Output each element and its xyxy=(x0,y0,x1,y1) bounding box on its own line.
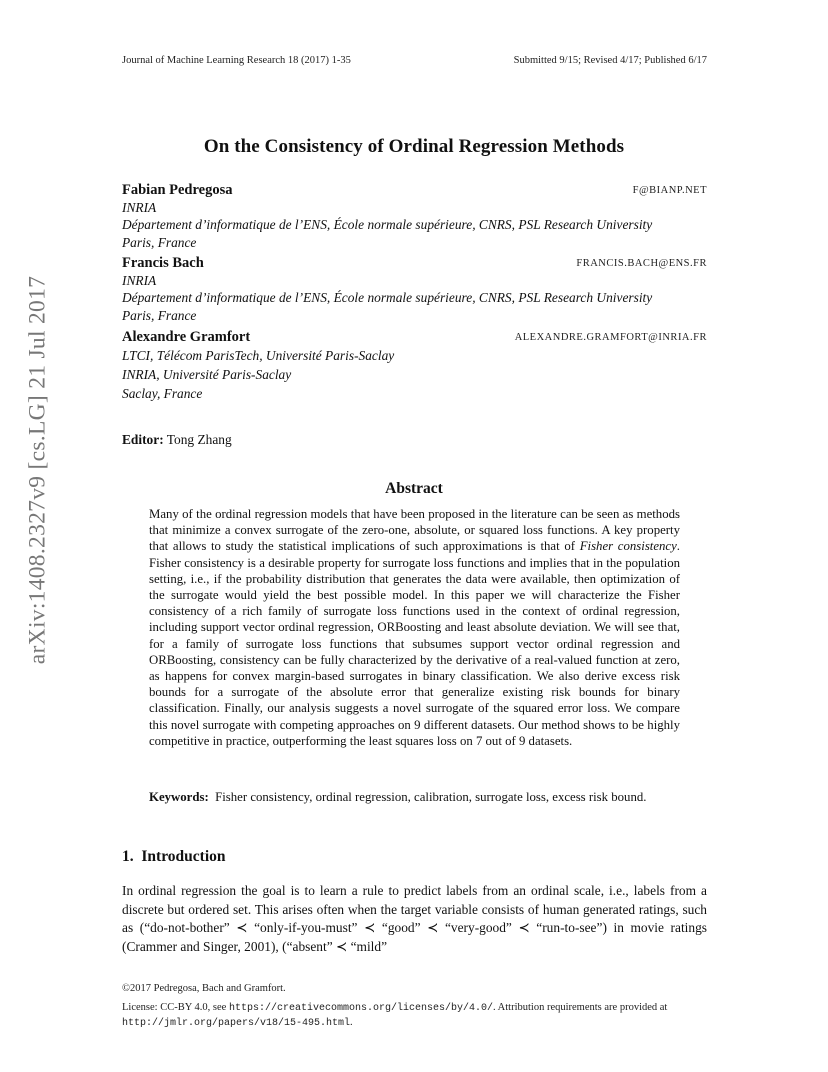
journal-header: Journal of Machine Learning Research 18 (2017) 1-35 xyxy=(122,55,351,66)
author-name: Fabian Pedregosa xyxy=(122,182,233,198)
license-text: . xyxy=(350,1017,353,1028)
keywords-label: Keywords: xyxy=(149,790,209,804)
author-affiliation: LTCI, Télécom ParisTech, Université Paris-Saclay xyxy=(122,348,395,363)
editor-label: Editor: xyxy=(122,432,164,447)
paper-title: On the Consistency of Ordinal Regression Methods xyxy=(203,136,625,157)
arxiv-stamp xyxy=(18,275,58,665)
section-heading: 1. Introduction xyxy=(122,848,226,865)
abstract-text-part: Many of the ordinal regression models that have been proposed in the literature can be seen as methods that minimize a convex surrogate of the zero-one, absolute, or squared loss functions. A key property that allows to study the statistical implications of such approximations is that of xyxy=(149,507,680,554)
license-text: License: CC-BY 4.0, see xyxy=(122,1002,229,1013)
editor-line xyxy=(122,432,232,448)
author-email[interactable]: FRANCIS.BACH@ENS.FR xyxy=(576,258,707,269)
author-email[interactable]: F@BIANP.NET xyxy=(632,185,707,196)
keywords xyxy=(149,789,680,805)
submission-dates: Submitted 9/15; Revised 4/17; Published 6/17 xyxy=(513,55,707,66)
intro-paragraph: In ordinal regression the goal is to learn a rule to predict labels from an ordinal scale, i.e., labels from a discrete but ordered set. This arises often when the target variable consists of human generated ratings, such as (“do-not-bother” ≺ “only-if-you-must” ≺ “good” ≺ “very-good” ≺ “run-to-see”) in movie ratings (Crammer and Singer, 2001), (“absent” ≺ “mild” xyxy=(122,883,707,954)
author-affiliation: Département d’informatique de l’ENS, École normale supérieure, CNRS, PSL Research University xyxy=(122,217,653,233)
author-affiliation: Paris, France xyxy=(122,307,197,323)
copyright-note: ©2017 Pedregosa, Bach and Gramfort. xyxy=(122,983,286,994)
abstract-heading: Abstract xyxy=(385,480,443,497)
license-link[interactable]: https://creativecommons.org/licenses/by/4.0/ xyxy=(228,1003,493,1014)
author-affiliation: Département d’informatique de l’ENS, École normale supérieure, CNRS, PSL Research University xyxy=(122,290,653,306)
arxiv-stamp-text: arXiv:1408.2327v9 [cs.LG] 21 Jul 2017 xyxy=(24,275,51,665)
author-email[interactable]: ALEXANDRE.GRAMFORT@INRIA.FR xyxy=(514,332,707,343)
license-note xyxy=(122,1001,707,1031)
author-affiliation: Paris, France xyxy=(122,234,197,250)
keywords-text: Fisher consistency, ordinal regression, calibration, surrogate loss, excess risk bound. xyxy=(215,790,647,804)
abstract-emphasis: Fisher consistency xyxy=(579,539,677,554)
author-name: Alexandre Gramfort xyxy=(122,329,251,345)
abstract-text-part: . Fisher consistency is a desirable property for surrogate loss functions and implies that in the population setting, i.e., if the probability distribution that generates the data were available, then optimization of the surrogate would yield the best possible model. In this paper we will characterize the Fisher consistency of a rich family of surrogate loss functions used in the context of ordinal regression, including support vector ordinal regression, ORBoosting and least absolute deviation. We will see that, for a family of surrogate loss functions that subsumes support vector ordinal regression and ORBoosting, consistency can be fully characterized by the derivative of a real-valued function at zero, as happens for convex margin-based surrogates in binary classification. We also derive excess risk bounds for a surrogate of the absolute error that generalize existing risk bounds for binary classification. Finally, our analysis suggests a novel surrogate of the squared error loss. We compare this novel surrogate with competing approaches on 9 different datasets. Our method shows to be highly competitive in practice, outperforming the least squares loss on 7 out of 9 datasets. xyxy=(149,539,680,748)
author-affiliation: Saclay, France xyxy=(122,386,203,401)
author-block xyxy=(122,254,707,324)
author-affiliation: INRIA xyxy=(122,273,157,288)
author-block xyxy=(122,181,707,251)
author-affiliation: INRIA, Université Paris-Saclay xyxy=(122,367,292,382)
attribution-link[interactable]: http://jmlr.org/papers/v18/15-495.html xyxy=(122,1018,351,1029)
author-block xyxy=(122,328,707,403)
abstract-text xyxy=(149,506,680,749)
author-affiliation: INRIA xyxy=(122,200,157,215)
editor-name: Tong Zhang xyxy=(166,432,232,447)
license-text: . Attribution requirements are provided at xyxy=(492,1002,668,1013)
author-name: Francis Bach xyxy=(122,255,204,271)
